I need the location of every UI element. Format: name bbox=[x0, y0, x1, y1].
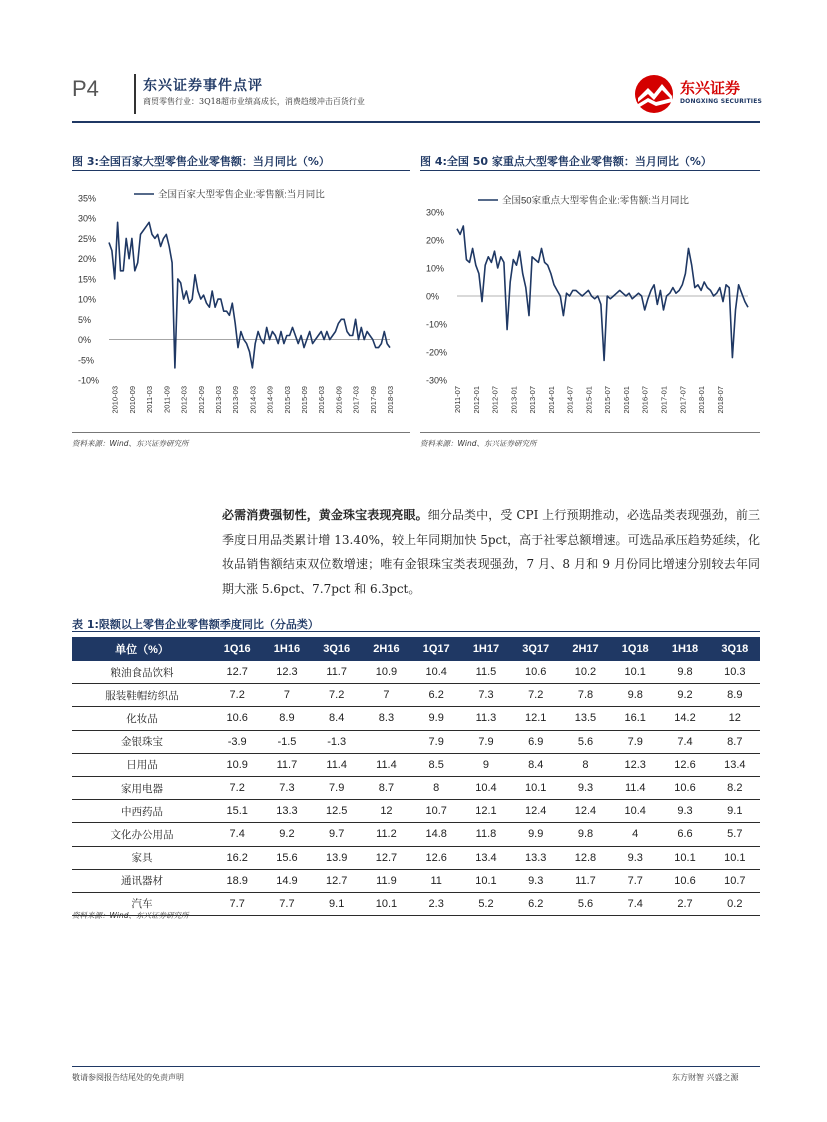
table-row bbox=[72, 823, 760, 846]
x-tick-label: 2013-09 bbox=[231, 386, 241, 414]
table-row-label: 日用品 bbox=[72, 753, 212, 776]
table-col-header: 1Q18 bbox=[610, 637, 660, 661]
table-cell: 11.4 bbox=[610, 776, 660, 799]
y-tick-label: 20% bbox=[426, 235, 445, 246]
y-tick-label: 30% bbox=[78, 213, 97, 224]
table-cell: 7.2 bbox=[212, 684, 262, 707]
x-tick-label: 2017-03 bbox=[351, 386, 361, 414]
table-cell: 8.7 bbox=[362, 776, 411, 799]
y-tick-label: 10% bbox=[426, 263, 445, 274]
table-row-label: 金银珠宝 bbox=[72, 730, 212, 753]
x-tick-label: 2018-03 bbox=[386, 386, 395, 414]
table-cell: 10.1 bbox=[461, 869, 510, 892]
x-tick-label: 2018-07 bbox=[715, 386, 725, 414]
table-cell: 9.8 bbox=[561, 823, 610, 846]
table-col-header: 2H17 bbox=[561, 637, 610, 661]
x-tick-label: 2012-09 bbox=[196, 386, 206, 414]
table-row bbox=[72, 869, 760, 892]
figure4-source: 资料来源：Wind、东兴证券研究所 bbox=[420, 439, 537, 448]
table-cell: 9.8 bbox=[660, 661, 709, 684]
table-cell: 16.2 bbox=[212, 846, 262, 869]
table-cell: 5.2 bbox=[461, 892, 510, 915]
table-cell: 7.2 bbox=[312, 684, 362, 707]
y-tick-label: 0% bbox=[78, 335, 92, 346]
table-cell: 11.7 bbox=[262, 753, 311, 776]
table-cell: 7.8 bbox=[561, 684, 610, 707]
table-row bbox=[72, 800, 760, 823]
table-cell bbox=[362, 730, 411, 753]
table-cell: 10.4 bbox=[461, 776, 510, 799]
table-row bbox=[72, 684, 760, 707]
footer-rule bbox=[72, 1066, 760, 1067]
table-cell: 7.4 bbox=[610, 892, 660, 915]
table-cell: 11.7 bbox=[561, 869, 610, 892]
y-tick-label: -10% bbox=[78, 375, 100, 386]
table-cell: 16.1 bbox=[610, 707, 660, 730]
table-cell: 6.2 bbox=[411, 684, 461, 707]
report-title: 东兴证券事件点评 bbox=[143, 78, 263, 94]
series-line bbox=[457, 226, 748, 360]
table-row bbox=[72, 776, 760, 799]
figure3-bottom-rule bbox=[72, 432, 410, 433]
table-cell: 8.9 bbox=[710, 684, 760, 707]
table-cell: 8.2 bbox=[710, 776, 760, 799]
table-cell: 9.1 bbox=[312, 892, 362, 915]
table-cell: 7.3 bbox=[461, 684, 510, 707]
table-cell: 12.7 bbox=[312, 869, 362, 892]
table-cell: 2.3 bbox=[411, 892, 461, 915]
table-row bbox=[72, 753, 760, 776]
x-tick-label: 2012-03 bbox=[179, 386, 189, 414]
y-tick-label: 10% bbox=[78, 294, 97, 305]
x-tick-label: 2014-09 bbox=[265, 386, 275, 414]
table-cell: 11.9 bbox=[362, 869, 411, 892]
table-cell: 6.6 bbox=[660, 823, 709, 846]
x-tick-label: 2011-03 bbox=[145, 386, 155, 413]
table-cell: 9.1 bbox=[710, 800, 760, 823]
table-cell: 7.9 bbox=[610, 730, 660, 753]
footer-slogan: 东方财智 兴盛之源 bbox=[672, 1073, 739, 1082]
y-tick-label: 0% bbox=[426, 291, 440, 302]
table-col-header: 3Q18 bbox=[710, 637, 760, 661]
table-cell: 12.7 bbox=[212, 661, 262, 684]
x-tick-label: 2015-01 bbox=[584, 386, 594, 414]
y-tick-label: 30% bbox=[426, 207, 445, 218]
table-cell: 5.7 bbox=[710, 823, 760, 846]
paragraph-body: 细分品类中，受 CPI 上行预期推动，必选品类表现强劲，前三季度日用品类累计增 13.40%，较上年同期加快 5pct，高于社零总额增速。可选品承压趋势延续，化妆品销售额结束双位数增速；唯有金银珠宝类表现强劲，7 月、8 月和 9 月份同比增速分别较去年同期大涨 5.6pct、7.7pct 和 6.3pct。 bbox=[222, 508, 760, 596]
table-row-label: 中西药品 bbox=[72, 800, 212, 823]
body-paragraph bbox=[222, 503, 760, 601]
x-tick-label: 2014-07 bbox=[565, 386, 575, 414]
header-divider bbox=[134, 74, 136, 114]
figure3-rule bbox=[72, 170, 410, 171]
y-tick-label: -20% bbox=[426, 347, 448, 358]
table-cell: 7.7 bbox=[212, 892, 262, 915]
table-cell: 12.8 bbox=[561, 846, 610, 869]
x-tick-label: 2016-09 bbox=[334, 386, 344, 414]
table-row-label: 家用电器 bbox=[72, 776, 212, 799]
table-cell: 12 bbox=[710, 707, 760, 730]
table-row bbox=[72, 661, 760, 684]
table-col-header: 2H16 bbox=[362, 637, 411, 661]
table-col-header: 1H16 bbox=[262, 637, 311, 661]
table-cell: 10.9 bbox=[212, 753, 262, 776]
table-cell: 0.2 bbox=[710, 892, 760, 915]
x-tick-label: 2017-09 bbox=[368, 386, 378, 414]
table-cell: 10.7 bbox=[710, 869, 760, 892]
x-tick-label: 2016-01 bbox=[621, 386, 631, 414]
table-col-header: 1Q16 bbox=[212, 637, 262, 661]
table-title: 表 1:限额以上零售企业零售额季度同比（分品类） bbox=[72, 618, 319, 631]
table-cell: 9.3 bbox=[561, 776, 610, 799]
table-header-row bbox=[72, 637, 760, 661]
table-cell: 9.8 bbox=[610, 684, 660, 707]
figure3-chart bbox=[72, 174, 410, 430]
table-cell: 10.6 bbox=[660, 869, 709, 892]
header-rule bbox=[72, 121, 760, 123]
table-cell: 2.7 bbox=[660, 892, 709, 915]
x-tick-label: 2014-01 bbox=[546, 386, 556, 414]
logo-text-cn: 东兴证券 bbox=[680, 79, 741, 97]
table-cell: 12.6 bbox=[411, 846, 461, 869]
page-number: P4 bbox=[72, 76, 99, 101]
table-cell: 13.3 bbox=[262, 800, 311, 823]
table-col-header: 单位（%） bbox=[72, 637, 212, 661]
figure4-bottom-rule bbox=[420, 432, 760, 433]
table-cell: 7.9 bbox=[312, 776, 362, 799]
table-cell: 10.6 bbox=[511, 661, 561, 684]
table-row-label: 通讯器材 bbox=[72, 869, 212, 892]
x-tick-label: 2013-03 bbox=[213, 386, 223, 414]
y-tick-label: -5% bbox=[78, 355, 95, 366]
table-cell: 18.9 bbox=[212, 869, 262, 892]
table-cell: 9.2 bbox=[262, 823, 311, 846]
table-cell: 9.9 bbox=[511, 823, 561, 846]
table-cell: 10.2 bbox=[561, 661, 610, 684]
y-tick-label: -30% bbox=[426, 375, 448, 386]
table-cell: 11.8 bbox=[461, 823, 510, 846]
retail-category-table bbox=[72, 637, 760, 916]
table-cell: 8.7 bbox=[710, 730, 760, 753]
x-tick-label: 2015-03 bbox=[282, 386, 292, 414]
table-cell: 8.5 bbox=[411, 753, 461, 776]
x-tick-label: 2018-01 bbox=[697, 386, 707, 414]
figure4-title: 图 4:全国 50 家重点大型零售企业零售额：当月同比（%） bbox=[420, 155, 712, 168]
table-cell: 11 bbox=[411, 869, 461, 892]
x-tick-label: 2011-07 bbox=[453, 386, 462, 413]
table-cell: 12.6 bbox=[660, 753, 709, 776]
table-row bbox=[72, 707, 760, 730]
table-cell: 4 bbox=[610, 823, 660, 846]
table-row-label: 家具 bbox=[72, 846, 212, 869]
table-cell: 12.3 bbox=[262, 661, 311, 684]
table-cell: 10.9 bbox=[362, 661, 411, 684]
table-cell: 8.9 bbox=[262, 707, 311, 730]
table-cell: -1.3 bbox=[312, 730, 362, 753]
figure4-chart bbox=[420, 174, 760, 430]
table-cell: 10.6 bbox=[212, 707, 262, 730]
table-row-label: 汽车 bbox=[72, 892, 212, 915]
figure3-svg bbox=[72, 174, 410, 426]
table-cell: 13.3 bbox=[511, 846, 561, 869]
table-cell: 11.3 bbox=[461, 707, 510, 730]
table-cell: 15.6 bbox=[262, 846, 311, 869]
table-cell: 12.7 bbox=[362, 846, 411, 869]
table-cell: 12.4 bbox=[561, 800, 610, 823]
table-col-header: 1Q17 bbox=[411, 637, 461, 661]
table-col-header: 1H17 bbox=[461, 637, 510, 661]
table-cell: 14.2 bbox=[660, 707, 709, 730]
table-body bbox=[72, 661, 760, 916]
legend-label: 全国百家大型零售企业:零售额:当月同比 bbox=[158, 189, 325, 201]
table-cell: 8 bbox=[561, 753, 610, 776]
table-cell: 9 bbox=[461, 753, 510, 776]
table-cell: 9.3 bbox=[511, 869, 561, 892]
table-cell: 6.2 bbox=[511, 892, 561, 915]
table-cell: 12.5 bbox=[312, 800, 362, 823]
table-cell: -1.5 bbox=[262, 730, 311, 753]
y-tick-label: 20% bbox=[78, 254, 97, 265]
table-cell: 10.1 bbox=[660, 846, 709, 869]
table-cell: 8.4 bbox=[511, 753, 561, 776]
table-cell: 7.2 bbox=[212, 776, 262, 799]
table-cell: 11.4 bbox=[362, 753, 411, 776]
x-tick-label: 2010-09 bbox=[127, 386, 137, 414]
x-tick-label: 2011-09 bbox=[162, 386, 172, 413]
x-tick-label: 2012-01 bbox=[471, 386, 481, 414]
table-cell: 13.9 bbox=[312, 846, 362, 869]
table-cell: 7.7 bbox=[610, 869, 660, 892]
table-cell: 7.4 bbox=[660, 730, 709, 753]
table-cell: 10.1 bbox=[610, 661, 660, 684]
table-cell: 5.6 bbox=[561, 730, 610, 753]
table-title-rule bbox=[72, 631, 760, 632]
table-row-label: 粮油食品饮料 bbox=[72, 661, 212, 684]
table-cell: 10.4 bbox=[411, 661, 461, 684]
figure4-rule bbox=[420, 170, 760, 171]
table-cell: 13.4 bbox=[461, 846, 510, 869]
table-col-header: 3Q16 bbox=[312, 637, 362, 661]
table-cell: 12 bbox=[362, 800, 411, 823]
table-cell: 8.4 bbox=[312, 707, 362, 730]
y-tick-label: 35% bbox=[78, 193, 97, 204]
table-cell: 10.3 bbox=[710, 661, 760, 684]
table-cell: 9.2 bbox=[660, 684, 709, 707]
table-cell: 9.9 bbox=[411, 707, 461, 730]
x-tick-label: 2013-07 bbox=[528, 386, 538, 414]
table-cell: 10.1 bbox=[362, 892, 411, 915]
figure4-svg bbox=[420, 174, 760, 426]
figure3-title: 图 3:全国百家大型零售企业零售额：当月同比（%） bbox=[72, 155, 330, 168]
footer-disclaimer: 敬请参阅报告结尾处的免责声明 bbox=[72, 1073, 184, 1082]
table-col-header: 1H18 bbox=[660, 637, 709, 661]
legend-label: 全国50家重点大型零售企业:零售额:当月同比 bbox=[502, 195, 689, 207]
table-cell: 10.1 bbox=[710, 846, 760, 869]
x-tick-label: 2016-03 bbox=[317, 386, 327, 414]
table-cell: 11.5 bbox=[461, 661, 510, 684]
x-tick-label: 2010-03 bbox=[110, 386, 120, 414]
table-cell: 8 bbox=[411, 776, 461, 799]
table-cell: 14.9 bbox=[262, 869, 311, 892]
table-cell: 13.5 bbox=[561, 707, 610, 730]
table-col-header: 3Q17 bbox=[511, 637, 561, 661]
x-tick-label: 2013-01 bbox=[509, 386, 519, 414]
y-tick-label: 25% bbox=[78, 233, 97, 244]
table-cell: 7.3 bbox=[262, 776, 311, 799]
table-cell: 5.6 bbox=[561, 892, 610, 915]
table-source: 资料来源：Wind、东兴证券研究所 bbox=[72, 911, 189, 920]
table-cell: 9.3 bbox=[660, 800, 709, 823]
table-cell: 7.2 bbox=[511, 684, 561, 707]
table-cell: 10.6 bbox=[660, 776, 709, 799]
table-row bbox=[72, 846, 760, 869]
table-cell: 12.1 bbox=[461, 800, 510, 823]
table-cell: 9.3 bbox=[610, 846, 660, 869]
table-cell: 11.7 bbox=[312, 661, 362, 684]
table-cell: 11.4 bbox=[312, 753, 362, 776]
table-cell: 6.9 bbox=[511, 730, 561, 753]
table-cell: -3.9 bbox=[212, 730, 262, 753]
y-tick-label: 15% bbox=[78, 274, 97, 285]
y-tick-label: -10% bbox=[426, 319, 448, 330]
table-cell: 7 bbox=[262, 684, 311, 707]
table-cell: 7.9 bbox=[461, 730, 510, 753]
x-tick-label: 2016-07 bbox=[640, 386, 650, 414]
paragraph-lead: 必需消费强韧性，黄金珠宝表现亮眼。 bbox=[222, 508, 428, 522]
table-cell: 14.8 bbox=[411, 823, 461, 846]
table-cell: 10.1 bbox=[511, 776, 561, 799]
table-cell: 7.4 bbox=[212, 823, 262, 846]
x-tick-label: 2014-03 bbox=[248, 386, 258, 414]
table-cell: 11.2 bbox=[362, 823, 411, 846]
table-cell: 15.1 bbox=[212, 800, 262, 823]
table-cell: 12.3 bbox=[610, 753, 660, 776]
table-row bbox=[72, 730, 760, 753]
figure3-source: 资料来源：Wind、东兴证券研究所 bbox=[72, 439, 189, 448]
table-row-label: 化妆品 bbox=[72, 707, 212, 730]
table-row-label: 文化办公用品 bbox=[72, 823, 212, 846]
x-tick-label: 2015-07 bbox=[603, 386, 613, 414]
table-cell: 7.7 bbox=[262, 892, 311, 915]
table-cell: 7 bbox=[362, 684, 411, 707]
y-tick-label: 5% bbox=[78, 314, 92, 325]
x-tick-label: 2017-07 bbox=[678, 386, 688, 414]
table-cell: 12.4 bbox=[511, 800, 561, 823]
table-cell: 10.7 bbox=[411, 800, 461, 823]
table-cell: 7.9 bbox=[411, 730, 461, 753]
table-row-label: 服装鞋帽纺织品 bbox=[72, 684, 212, 707]
x-tick-label: 2017-01 bbox=[659, 386, 669, 414]
table-cell: 10.4 bbox=[610, 800, 660, 823]
x-tick-label: 2012-07 bbox=[490, 386, 500, 414]
series-line bbox=[109, 222, 390, 368]
table-cell: 13.4 bbox=[710, 753, 760, 776]
report-subtitle: 商贸零售行业：3Q18超市业绩高成长，消费趋缓冲击百货行业 bbox=[143, 97, 365, 106]
logo-mark-icon bbox=[632, 72, 678, 116]
logo-text-en: DONGXING SECURITIES bbox=[680, 98, 763, 105]
x-tick-label: 2015-09 bbox=[299, 386, 309, 414]
table-cell: 9.7 bbox=[312, 823, 362, 846]
table-cell: 12.1 bbox=[511, 707, 561, 730]
table-cell: 8.3 bbox=[362, 707, 411, 730]
